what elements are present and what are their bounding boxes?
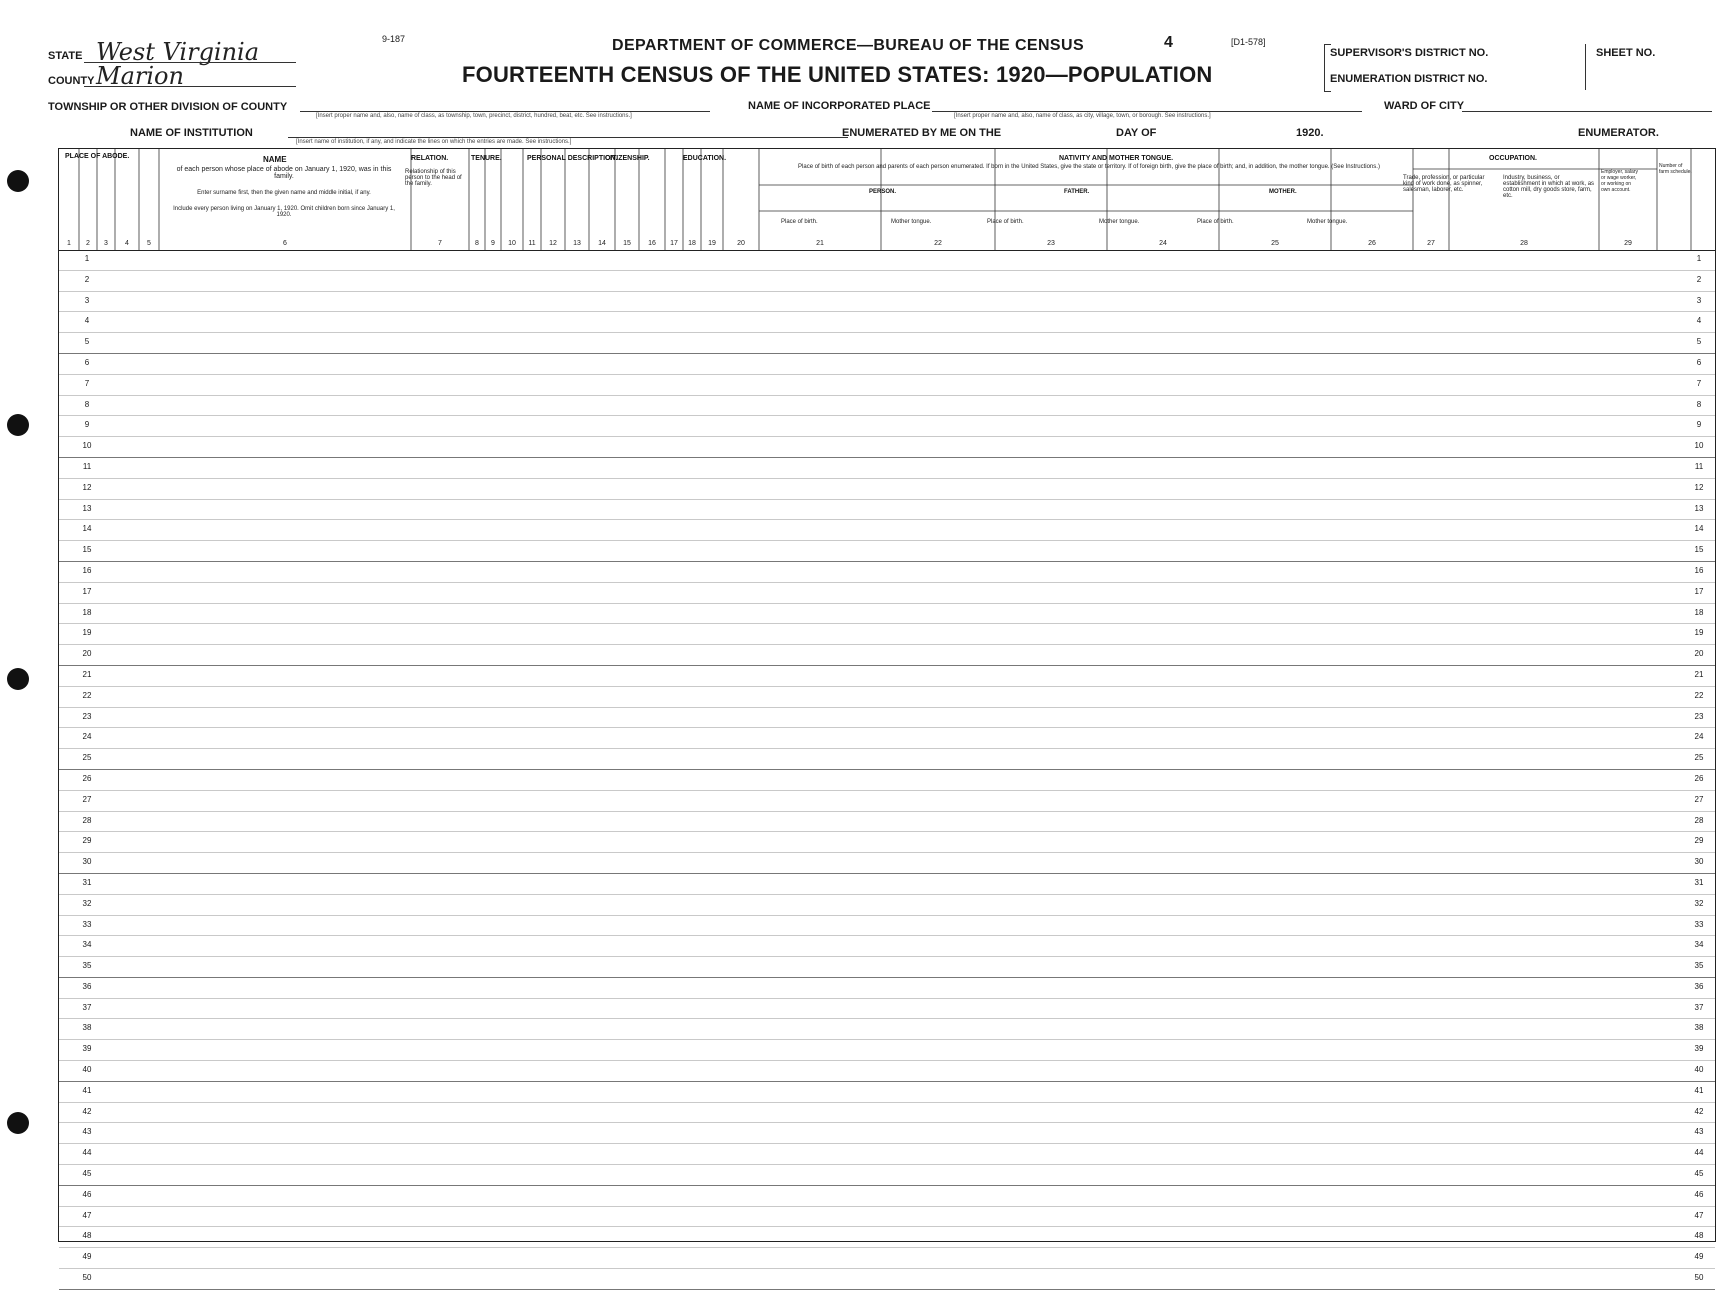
row-number: 17 bbox=[82, 586, 92, 596]
township-note: [Insert proper name and, also, name of class, as township, town, precinct, district, hundred, beat, etc. See instructions.] bbox=[316, 113, 632, 119]
row-number-right: 25 bbox=[1694, 753, 1704, 763]
table-row bbox=[59, 666, 1715, 687]
row-number-right: 7 bbox=[1696, 378, 1702, 388]
mother-header: MOTHER. bbox=[1269, 189, 1297, 195]
row-number: 25 bbox=[82, 753, 92, 763]
table-row bbox=[59, 1269, 1715, 1290]
column-number: 2 bbox=[86, 240, 90, 247]
table-row bbox=[59, 1165, 1715, 1186]
row-number-right: 49 bbox=[1694, 1252, 1704, 1262]
table-row bbox=[59, 812, 1715, 833]
mother-tongue-header: Mother tongue. bbox=[1307, 219, 1348, 225]
state-value: West Virginia bbox=[96, 38, 260, 66]
column-number: 18 bbox=[688, 240, 696, 247]
row-number-right: 12 bbox=[1694, 482, 1704, 492]
row-number: 24 bbox=[82, 732, 92, 742]
township-label: TOWNSHIP OR OTHER DIVISION OF COUNTY bbox=[48, 101, 288, 113]
row-number-right: 19 bbox=[1694, 628, 1704, 638]
table-row bbox=[59, 832, 1715, 853]
column-number: 8 bbox=[475, 240, 479, 247]
column-number: 5 bbox=[147, 240, 151, 247]
table-row bbox=[59, 1103, 1715, 1124]
row-number: 45 bbox=[82, 1169, 92, 1179]
row-number: 38 bbox=[82, 1023, 92, 1033]
table-row bbox=[59, 354, 1715, 375]
row-number: 47 bbox=[82, 1210, 92, 1220]
column-number: 27 bbox=[1427, 240, 1435, 247]
column-number: 16 bbox=[648, 240, 656, 247]
table-row bbox=[59, 936, 1715, 957]
employer-description: Employer, salary or wage worker, or working on own account. bbox=[1601, 169, 1638, 193]
row-number: 43 bbox=[82, 1127, 92, 1137]
column-number: 17 bbox=[670, 240, 678, 247]
column-number: 20 bbox=[737, 240, 745, 247]
row-number: 23 bbox=[82, 711, 92, 721]
ward-underline bbox=[1462, 111, 1712, 112]
trade-description: Trade, profession, or particular kind of work done, as spinner, salesman, laborer, etc. bbox=[1403, 175, 1485, 193]
column-number: 28 bbox=[1520, 240, 1528, 247]
row-number-right: 23 bbox=[1694, 711, 1704, 721]
punch-hole bbox=[7, 668, 29, 690]
row-number-right: 27 bbox=[1694, 794, 1704, 804]
institution-underline bbox=[288, 137, 848, 138]
row-number: 37 bbox=[82, 1002, 92, 1012]
township-underline bbox=[300, 111, 710, 112]
occupation-header: OCCUPATION. bbox=[1489, 155, 1537, 162]
row-number: 16 bbox=[82, 565, 92, 575]
row-number-right: 48 bbox=[1694, 1231, 1704, 1241]
county-underline bbox=[84, 86, 296, 87]
row-number: 9 bbox=[84, 420, 90, 430]
row-number: 50 bbox=[82, 1273, 92, 1283]
row-number: 34 bbox=[82, 940, 92, 950]
institution-note: [Insert name of institution, if any, and indicate the lines on which the entries are made. See instructions.] bbox=[296, 139, 572, 145]
row-number: 26 bbox=[82, 773, 92, 783]
punch-hole bbox=[7, 1112, 29, 1134]
row-number-right: 33 bbox=[1694, 919, 1704, 929]
row-number-right: 9 bbox=[1696, 420, 1702, 430]
column-number: 25 bbox=[1271, 240, 1279, 247]
row-number-right: 37 bbox=[1694, 1002, 1704, 1012]
table-row bbox=[59, 1082, 1715, 1103]
table-row bbox=[59, 250, 1715, 271]
row-number-right: 38 bbox=[1694, 1023, 1704, 1033]
row-number: 49 bbox=[82, 1252, 92, 1262]
father-tongue-header: Mother tongue. bbox=[1099, 219, 1140, 225]
table-row bbox=[59, 583, 1715, 604]
row-number-right: 6 bbox=[1696, 357, 1702, 367]
table-row bbox=[59, 541, 1715, 562]
form-number: 9-187 bbox=[382, 34, 406, 44]
incorporated-note: [Insert proper name and, also, name of class, as city, village, town, or borough. See instructions.] bbox=[954, 113, 1211, 119]
table-row bbox=[59, 708, 1715, 729]
table-row bbox=[59, 624, 1715, 645]
row-number-right: 13 bbox=[1694, 503, 1704, 513]
row-number: 31 bbox=[82, 877, 92, 887]
row-number-right: 21 bbox=[1694, 669, 1704, 679]
row-number-right: 26 bbox=[1694, 773, 1704, 783]
row-number-right: 16 bbox=[1694, 565, 1704, 575]
state-label: STATE bbox=[48, 50, 83, 62]
column-number: 14 bbox=[598, 240, 606, 247]
document-code: [D1-578] bbox=[1231, 37, 1266, 47]
row-number-right: 24 bbox=[1694, 732, 1704, 742]
row-number-right: 17 bbox=[1694, 586, 1704, 596]
tenure-header: TENURE. bbox=[471, 155, 502, 162]
column-number: 23 bbox=[1047, 240, 1055, 247]
row-number: 20 bbox=[82, 649, 92, 659]
column-number: 6 bbox=[283, 240, 287, 247]
table-row bbox=[59, 396, 1715, 417]
personal-header: PERSONAL DESCRIPTION. bbox=[527, 155, 618, 162]
enumerated-year: 1920. bbox=[1296, 127, 1324, 139]
ledger-rows bbox=[59, 250, 1715, 1290]
person-tongue-header: Mother tongue. bbox=[891, 219, 932, 225]
row-number-right: 35 bbox=[1694, 961, 1704, 971]
row-number-right: 41 bbox=[1694, 1085, 1704, 1095]
row-number-right: 36 bbox=[1694, 981, 1704, 991]
farm-schedule-description: Number of farm schedule. bbox=[1659, 163, 1692, 175]
person-header: PERSON. bbox=[869, 189, 897, 195]
row-number: 39 bbox=[82, 1044, 92, 1054]
row-number: 5 bbox=[84, 337, 90, 347]
row-number-right: 4 bbox=[1696, 316, 1702, 326]
sheet-divider bbox=[1585, 44, 1586, 90]
column-number: 21 bbox=[816, 240, 824, 247]
punch-hole bbox=[7, 414, 29, 436]
row-number: 22 bbox=[82, 690, 92, 700]
table-row bbox=[59, 1207, 1715, 1228]
name-instruction: Enter surname first, then the given name and middle initial, if any. bbox=[197, 190, 371, 196]
row-number-right: 20 bbox=[1694, 649, 1704, 659]
row-number-right: 28 bbox=[1694, 815, 1704, 825]
row-number-right: 39 bbox=[1694, 1044, 1704, 1054]
column-number: 3 bbox=[104, 240, 108, 247]
column-number: 9 bbox=[491, 240, 495, 247]
row-number: 19 bbox=[82, 628, 92, 638]
column-number: 11 bbox=[528, 240, 536, 247]
row-number-right: 31 bbox=[1694, 877, 1704, 887]
row-number: 18 bbox=[82, 607, 92, 617]
row-number: 2 bbox=[84, 274, 90, 284]
father-header: FATHER. bbox=[1064, 189, 1090, 195]
table-row bbox=[59, 333, 1715, 354]
enumeration-label: ENUMERATION DISTRICT NO. bbox=[1330, 73, 1488, 85]
row-number-right: 22 bbox=[1694, 690, 1704, 700]
table-row bbox=[59, 687, 1715, 708]
table-row bbox=[59, 1123, 1715, 1144]
row-number: 1 bbox=[84, 254, 90, 263]
table-row bbox=[59, 375, 1715, 396]
institution-label: NAME OF INSTITUTION bbox=[130, 127, 253, 139]
enumerator-label: ENUMERATOR. bbox=[1578, 127, 1659, 139]
row-number-right: 15 bbox=[1694, 545, 1704, 555]
table-row bbox=[59, 520, 1715, 541]
column-number: 26 bbox=[1368, 240, 1376, 247]
column-number: 1 bbox=[67, 240, 71, 247]
row-number: 14 bbox=[82, 524, 92, 534]
table-row bbox=[59, 1061, 1715, 1082]
table-row bbox=[59, 895, 1715, 916]
column-header bbox=[59, 149, 1715, 251]
row-number-right: 42 bbox=[1694, 1106, 1704, 1116]
table-row bbox=[59, 604, 1715, 625]
row-number: 6 bbox=[84, 357, 90, 367]
person-birthplace-header: Place of birth. bbox=[781, 219, 818, 225]
table-row bbox=[59, 292, 1715, 313]
place-of-abode-header: PLACE OF ABODE. bbox=[65, 153, 130, 160]
row-number: 42 bbox=[82, 1106, 92, 1116]
row-number: 36 bbox=[82, 981, 92, 991]
row-number: 30 bbox=[82, 857, 92, 867]
row-number: 33 bbox=[82, 919, 92, 929]
row-number-right: 30 bbox=[1694, 857, 1704, 867]
relation-header: RELATION. bbox=[411, 155, 449, 162]
punch-hole bbox=[7, 170, 29, 192]
row-number: 28 bbox=[82, 815, 92, 825]
department-heading: DEPARTMENT OF COMMERCE—BUREAU OF THE CENSUS bbox=[612, 37, 1085, 54]
row-number: 12 bbox=[82, 482, 92, 492]
row-number-right: 3 bbox=[1696, 295, 1702, 305]
incorporated-label: NAME OF INCORPORATED PLACE bbox=[748, 100, 931, 112]
nativity-description: Place of birth of each person and parents of each person enumerated. If born in the United States, give the state or territory. If of foreign birth, give the place of birth; and, in addition, the mother tongue. (See Instructions.) bbox=[798, 164, 1380, 170]
page-number: 4 bbox=[1164, 34, 1173, 51]
table-row bbox=[59, 479, 1715, 500]
table-row bbox=[59, 791, 1715, 812]
citizenship-header: CITIZENSHIP. bbox=[605, 155, 650, 162]
table-row bbox=[59, 916, 1715, 937]
county-label: COUNTY bbox=[48, 75, 95, 87]
row-number: 44 bbox=[82, 1148, 92, 1158]
table-row bbox=[59, 999, 1715, 1020]
row-number-right: 10 bbox=[1694, 441, 1704, 451]
table-row bbox=[59, 1144, 1715, 1165]
row-number-right: 40 bbox=[1694, 1065, 1704, 1075]
table-row bbox=[59, 312, 1715, 333]
row-number: 10 bbox=[82, 441, 92, 451]
column-number: 24 bbox=[1159, 240, 1167, 247]
industry-description: Industry, business, or establishment in which at work, as cotton mill, dry goods store, farm, etc. bbox=[1503, 175, 1595, 199]
row-number: 15 bbox=[82, 545, 92, 555]
row-number-right: 47 bbox=[1694, 1210, 1704, 1220]
table-row bbox=[59, 458, 1715, 479]
column-number: 12 bbox=[549, 240, 557, 247]
table-row bbox=[59, 853, 1715, 874]
row-number: 29 bbox=[82, 836, 92, 846]
table-row bbox=[59, 770, 1715, 791]
county-value: Marion bbox=[96, 62, 184, 90]
row-number-right: 29 bbox=[1694, 836, 1704, 846]
row-number-right: 34 bbox=[1694, 940, 1704, 950]
row-number-right: 18 bbox=[1694, 607, 1704, 617]
table-row bbox=[59, 1227, 1715, 1248]
row-number-right: 1 bbox=[1696, 254, 1702, 263]
row-number: 40 bbox=[82, 1065, 92, 1075]
column-number: 19 bbox=[708, 240, 716, 247]
column-number: 7 bbox=[438, 240, 442, 247]
census-ledger bbox=[58, 148, 1716, 1283]
column-number: 13 bbox=[573, 240, 581, 247]
row-number: 35 bbox=[82, 961, 92, 971]
name-include-note: Include every person living on January 1, 1920. Omit children born since January 1, 1920. bbox=[173, 206, 395, 218]
row-number: 3 bbox=[84, 295, 90, 305]
row-number-right: 43 bbox=[1694, 1127, 1704, 1137]
row-number: 13 bbox=[82, 503, 92, 513]
relation-description: Relationship of this person to the head of the family. bbox=[405, 169, 462, 187]
table-row bbox=[59, 437, 1715, 458]
table-row bbox=[59, 1248, 1715, 1269]
table-row bbox=[59, 728, 1715, 749]
row-number: 32 bbox=[82, 898, 92, 908]
ward-label: WARD OF CITY bbox=[1384, 100, 1465, 112]
row-number: 46 bbox=[82, 1189, 92, 1199]
supervisor-label: SUPERVISOR'S DISTRICT NO. bbox=[1330, 47, 1489, 59]
row-number-right: 5 bbox=[1696, 337, 1702, 347]
table-row bbox=[59, 500, 1715, 521]
name-description: of each person whose place of abode on January 1, 1920, was in this family. bbox=[176, 166, 392, 180]
row-number-right: 44 bbox=[1694, 1148, 1704, 1158]
father-birthplace-header: Place of birth. bbox=[987, 219, 1024, 225]
column-number: 4 bbox=[125, 240, 129, 247]
row-number-right: 2 bbox=[1696, 274, 1702, 284]
row-number: 41 bbox=[82, 1085, 92, 1095]
mother-birthplace-header: Place of birth. bbox=[1197, 219, 1234, 225]
table-row bbox=[59, 978, 1715, 999]
table-row bbox=[59, 1186, 1715, 1207]
row-number-right: 14 bbox=[1694, 524, 1704, 534]
page-title: FOURTEENTH CENSUS OF THE UNITED STATES: 1920—POPULATION bbox=[462, 62, 1213, 87]
column-number: 15 bbox=[623, 240, 631, 247]
row-number-right: 45 bbox=[1694, 1169, 1704, 1179]
column-number: 29 bbox=[1624, 240, 1632, 247]
row-number-right: 11 bbox=[1694, 461, 1704, 471]
name-header: NAME bbox=[263, 155, 287, 164]
table-row bbox=[59, 1019, 1715, 1040]
column-number: 10 bbox=[508, 240, 516, 247]
table-row bbox=[59, 1040, 1715, 1061]
row-number: 11 bbox=[82, 461, 92, 471]
row-number-right: 32 bbox=[1694, 898, 1704, 908]
row-number: 8 bbox=[84, 399, 90, 409]
enumerated-middle: DAY OF bbox=[1116, 127, 1157, 139]
row-number: 48 bbox=[82, 1231, 92, 1241]
sheet-label: SHEET NO. bbox=[1596, 47, 1656, 59]
table-row bbox=[59, 416, 1715, 437]
row-number: 21 bbox=[82, 669, 92, 679]
incorporated-underline bbox=[932, 111, 1362, 112]
table-row bbox=[59, 271, 1715, 292]
row-number-right: 8 bbox=[1696, 399, 1702, 409]
row-number-right: 46 bbox=[1694, 1189, 1704, 1199]
row-number: 4 bbox=[84, 316, 90, 326]
table-row bbox=[59, 749, 1715, 770]
education-header: EDUCATION. bbox=[683, 155, 727, 162]
column-number: 22 bbox=[934, 240, 942, 247]
enumerated-prefix: ENUMERATED BY ME ON THE bbox=[842, 127, 1002, 139]
table-row bbox=[59, 645, 1715, 666]
table-row bbox=[59, 562, 1715, 583]
nativity-header: NATIVITY AND MOTHER TONGUE. bbox=[1059, 155, 1174, 162]
table-row bbox=[59, 957, 1715, 978]
table-row bbox=[59, 874, 1715, 895]
row-number: 7 bbox=[84, 378, 90, 388]
row-number-right: 50 bbox=[1694, 1273, 1704, 1283]
row-number: 27 bbox=[82, 794, 92, 804]
